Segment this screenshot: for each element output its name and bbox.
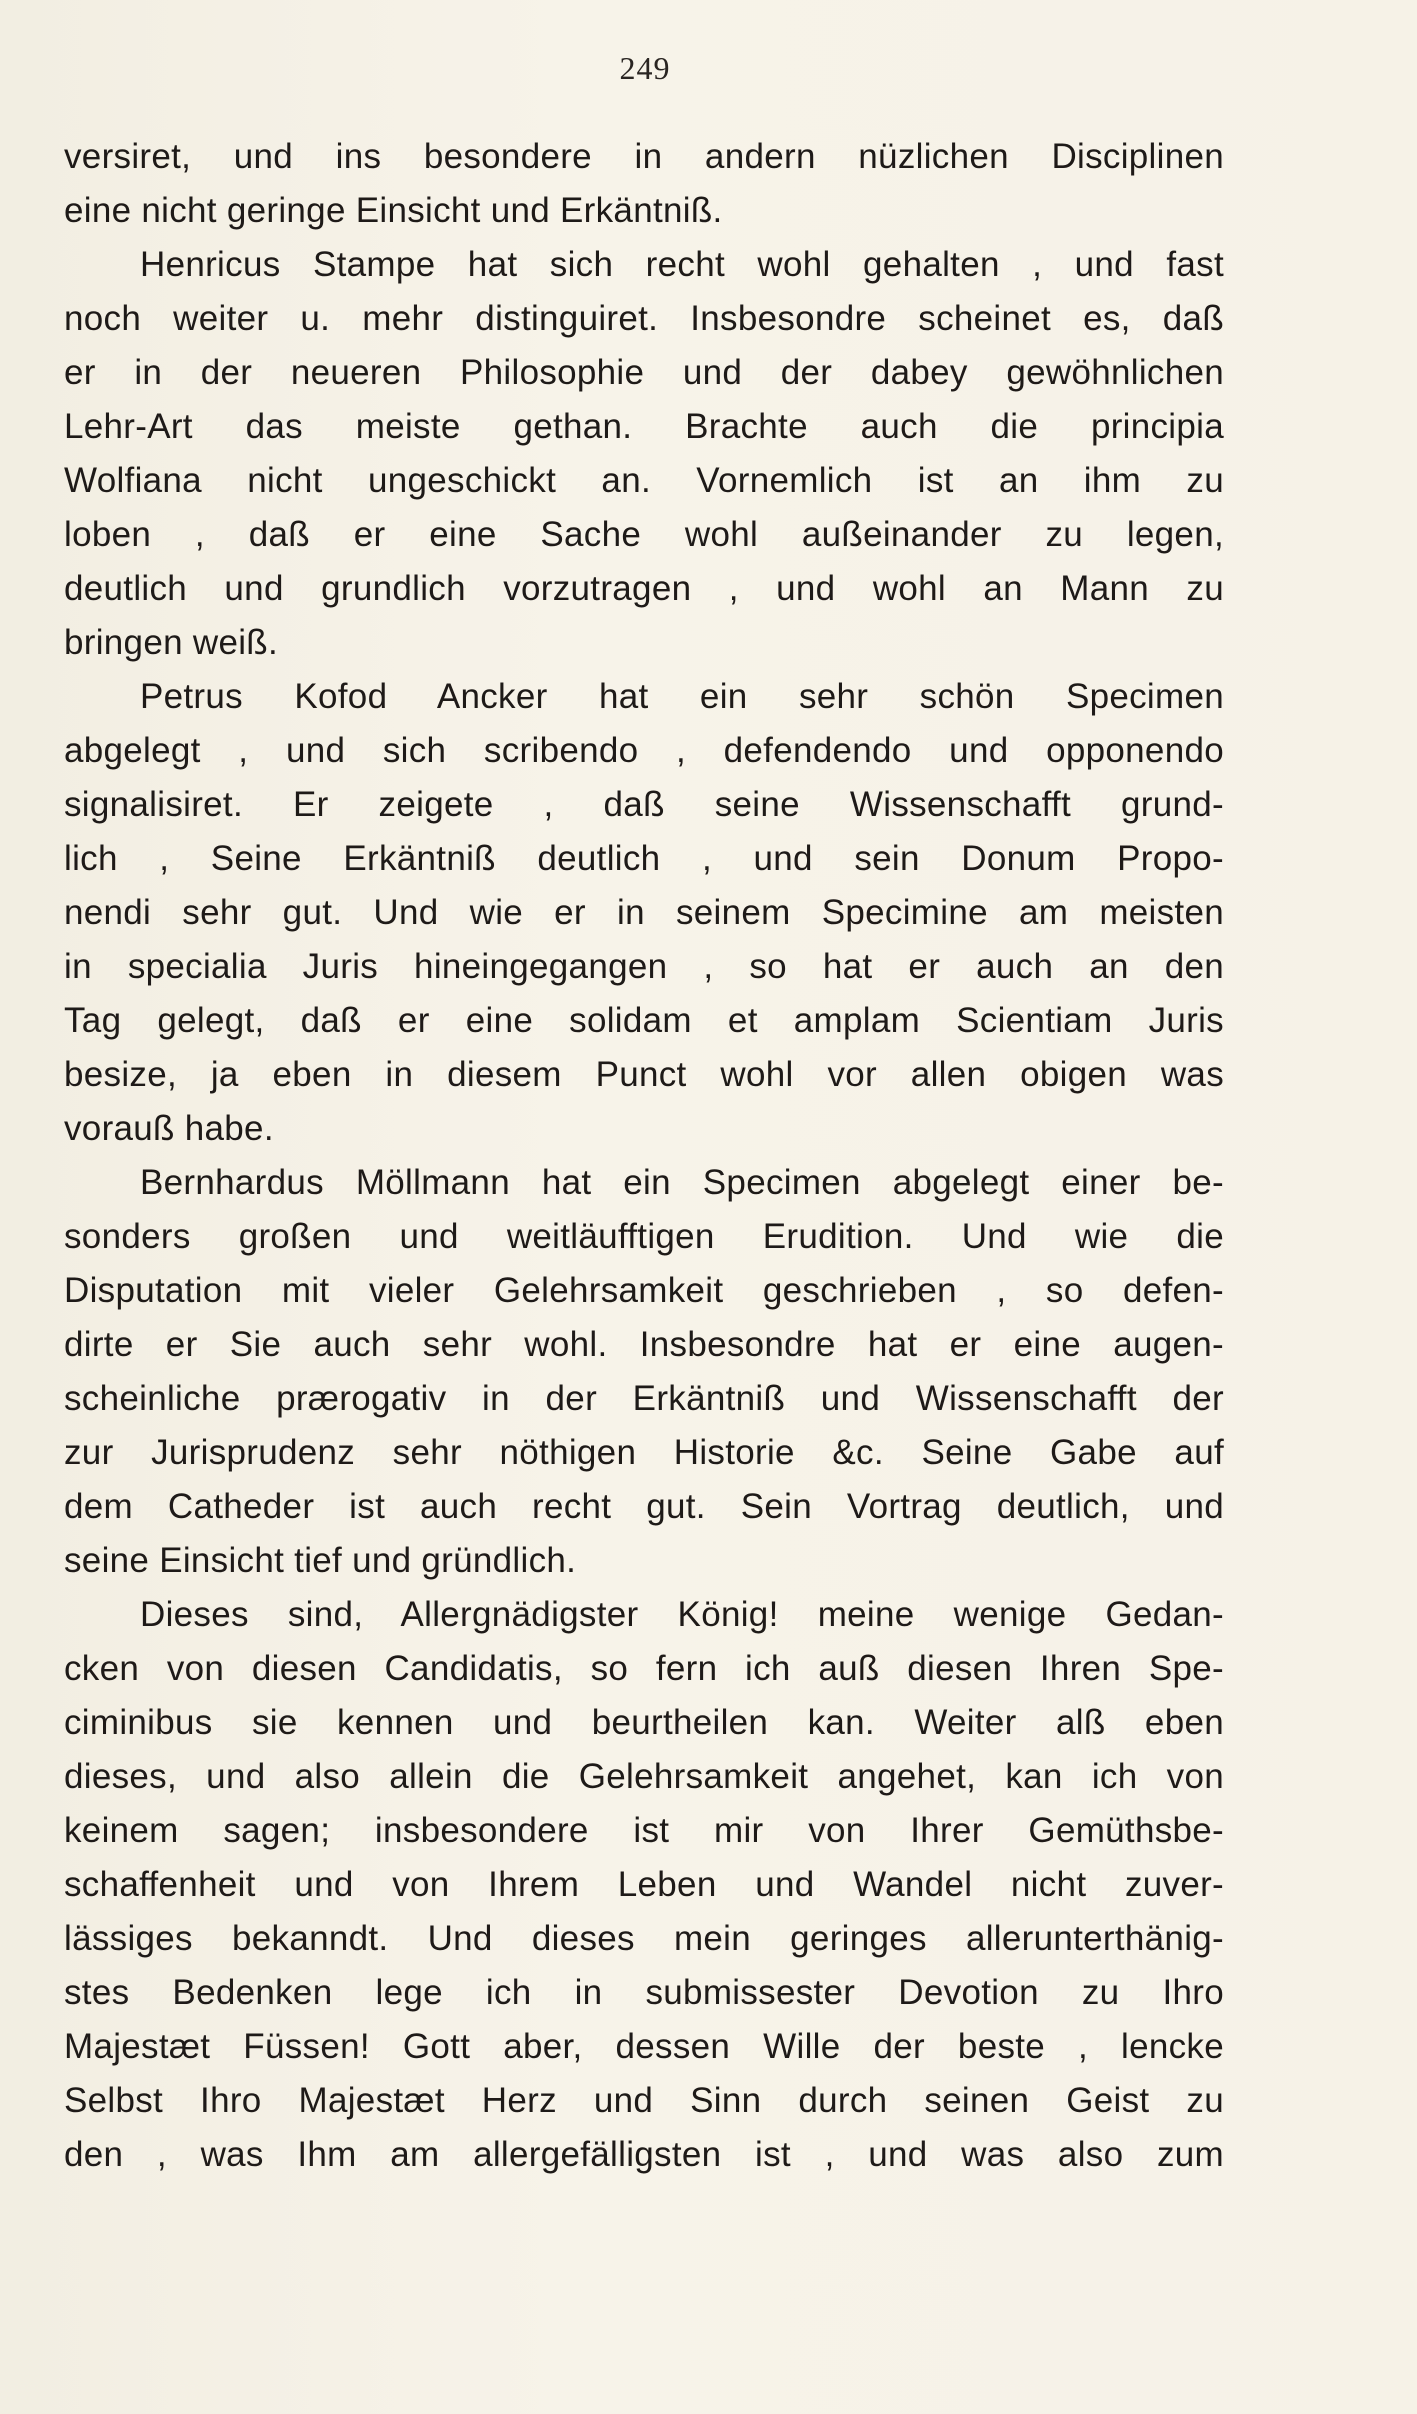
text-line: scheinliche prærogativ in der Erkäntniß und Wissenschafft der: [64, 1379, 1224, 1418]
text-line: nendi sehr gut. Und wie er in seinem Specimine am meisten: [64, 893, 1224, 932]
text-line: besize, ja eben in diesem Punct wohl vor allen obigen was: [64, 1055, 1224, 1094]
text-line: dirte er Sie auch sehr wohl. Insbesondre hat er eine augen-: [64, 1325, 1224, 1364]
page-number: 249: [619, 50, 671, 86]
text-line: Bernhardus Möllmann hat ein Specimen abgelegt einer be-: [140, 1163, 1224, 1202]
text-line: sonders großen und weitläufftigen Erudition. Und wie die: [64, 1217, 1224, 1256]
text-line: abgelegt , und sich scribendo , defendendo und opponendo: [64, 731, 1224, 770]
text-line: schaffenheit und von Ihrem Leben und Wandel nicht zuver-: [64, 1865, 1224, 1904]
text-line: Tag gelegt, daß er eine solidam et amplam Scientiam Juris: [64, 1001, 1224, 1040]
text-line: zur Jurisprudenz sehr nöthigen Historie &c. Seine Gabe auf: [64, 1433, 1224, 1472]
text-line: Disputation mit vieler Gelehrsamkeit geschrieben , so defen-: [64, 1271, 1224, 1310]
text-line: Petrus Kofod Ancker hat ein sehr schön Specimen: [140, 677, 1224, 716]
text-line: vorauß habe.: [64, 1109, 274, 1148]
text-line: Majestæt Füssen! Gott aber, dessen Wille der beste , lencke: [64, 2027, 1224, 2066]
text-line: cken von diesen Candidatis, so fern ich auß diesen Ihren Spe-: [64, 1649, 1224, 1688]
text-line: den , was Ihm am allergefälligsten ist , und was also zum: [64, 2135, 1224, 2174]
text-line: bringen weiß.: [64, 623, 279, 662]
text-line: er in der neueren Philosophie und der dabey gewöhnlichen: [64, 353, 1224, 392]
text-line: noch weiter u. mehr distinguiret. Insbesondre scheinet es, daß: [64, 299, 1224, 338]
text-line: dieses, und also allein die Gelehrsamkeit angehet, kan ich von: [64, 1757, 1224, 1796]
text-line: loben , daß er eine Sache wohl außeinander zu legen,: [64, 515, 1224, 554]
text-line: Dieses sind, Allergnädigster König! meine wenige Gedan-: [140, 1595, 1224, 1634]
text-line: seine Einsicht tief und gründlich.: [64, 1541, 577, 1580]
text-line: dem Catheder ist auch recht gut. Sein Vortrag deutlich, und: [64, 1487, 1224, 1526]
text-line: Lehr-Art das meiste gethan. Brachte auch die principia: [64, 407, 1224, 446]
text-line: deutlich und grundlich vorzutragen , und wohl an Mann zu: [64, 569, 1224, 608]
text-line: in specialia Juris hineingegangen , so hat er auch an den: [64, 947, 1224, 986]
body-text: [64, 130, 1224, 2182]
text-line: stes Bedenken lege ich in submissester Devotion zu Ihro: [64, 1973, 1224, 2012]
text-line: signalisiret. Er zeigete , daß seine Wissenschafft grund-: [64, 785, 1224, 824]
text-line: lässiges bekanndt. Und dieses mein geringes allerunterthänig-: [64, 1919, 1224, 1958]
text-line: Selbst Ihro Majestæt Herz und Sinn durch seinen Geist zu: [64, 2081, 1224, 2120]
text-line: lich , Seine Erkäntniß deutlich , und sein Donum Propo-: [64, 839, 1224, 878]
text-line: keinem sagen; insbesondere ist mir von Ihrer Gemüthsbe-: [64, 1811, 1224, 1850]
text-line: Henricus Stampe hat sich recht wohl gehalten , und fast: [140, 245, 1224, 284]
text-line: versiret, und ins besondere in andern nüzlichen Disciplinen: [64, 137, 1224, 176]
text-line: Wolfiana nicht ungeschickt an. Vornemlich ist an ihm zu: [64, 461, 1224, 500]
text-line: eine nicht geringe Einsicht und Erkäntniß.: [64, 191, 723, 230]
text-line: ciminibus sie kennen und beurtheilen kan. Weiter alß eben: [64, 1703, 1224, 1742]
